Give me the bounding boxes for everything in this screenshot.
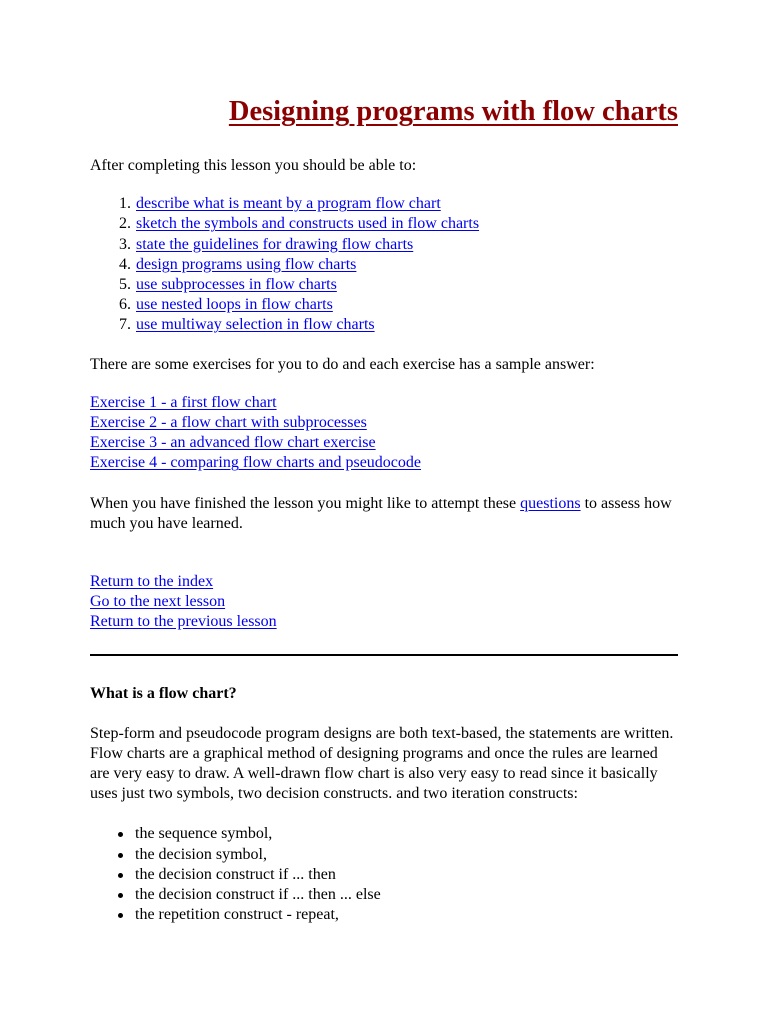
page-title: Designing programs with flow charts xyxy=(228,96,678,127)
list-item: the sequence symbol, xyxy=(135,824,678,844)
next-lesson-link[interactable]: Go to the next lesson xyxy=(90,593,226,611)
objective-link-3[interactable]: state the guidelines for drawing flow charts xyxy=(136,235,414,253)
list-item: the decision construct if ... then ... else xyxy=(135,885,678,905)
questions-paragraph xyxy=(90,494,678,534)
objective-link-6[interactable]: use nested loops in flow charts xyxy=(136,296,333,314)
exercise-link-4[interactable]: Exercise 4 - comparing flow charts and pseudocode xyxy=(90,454,421,472)
section-heading: What is a flow chart? xyxy=(90,684,237,702)
questions-text-before: When you have finished the lesson you might like to attempt these xyxy=(90,494,521,512)
list-item: the decision construct if ... then xyxy=(135,865,678,885)
objective-link-1[interactable]: describe what is meant by a program flow chart xyxy=(136,195,441,213)
objectives-intro: After completing this lesson you should be able to: xyxy=(90,157,417,174)
objective-item xyxy=(135,214,678,234)
lesson-content xyxy=(90,92,678,925)
objective-link-7[interactable]: use multiway selection in flow charts xyxy=(136,316,375,334)
exercises-intro: There are some exercises for you to do and each exercise has a sample answer: xyxy=(90,355,595,373)
objective-link-5[interactable]: use subprocesses in flow charts xyxy=(136,276,337,294)
section-divider xyxy=(90,654,678,656)
exercise-link-1[interactable]: Exercise 1 - a first flow chart xyxy=(90,393,277,411)
exercise-link-3[interactable]: Exercise 3 - an advanced flow chart exercise xyxy=(90,434,376,452)
questions-link[interactable]: questions xyxy=(520,494,581,512)
exercises-list xyxy=(90,393,678,474)
questions-text-after: to assess how much you have learned. xyxy=(90,494,672,532)
lesson-navigation xyxy=(90,572,678,633)
objective-link-2[interactable]: sketch the symbols and constructs used in flow charts xyxy=(136,215,480,233)
return-to-index-link[interactable]: Return to the index xyxy=(90,573,214,591)
objective-item xyxy=(135,295,678,315)
previous-lesson-link[interactable]: Return to the previous lesson xyxy=(90,613,277,631)
objective-item xyxy=(135,235,678,255)
exercise-link-2[interactable]: Exercise 2 - a flow chart with subprocesses xyxy=(90,414,367,432)
objective-item xyxy=(135,255,678,275)
constructs-list xyxy=(90,824,678,925)
section-paragraph: Step-form and pseudocode program designs are both text-based, the statements are written. Flow charts are a graphical method of designing programs and once the rules are learned are very easy to draw. A well-drawn flow chart is also very easy to read since it basically uses just two symbols, two decision constructs. and two iteration constructs: xyxy=(90,724,674,803)
objective-item xyxy=(135,194,678,214)
list-item: the repetition construct - repeat, xyxy=(135,905,678,925)
list-item: the decision symbol, xyxy=(135,845,678,865)
objective-link-4[interactable]: design programs using flow charts xyxy=(136,255,357,273)
objective-item xyxy=(135,275,678,295)
objective-item xyxy=(135,315,678,335)
objectives-list xyxy=(90,194,678,335)
